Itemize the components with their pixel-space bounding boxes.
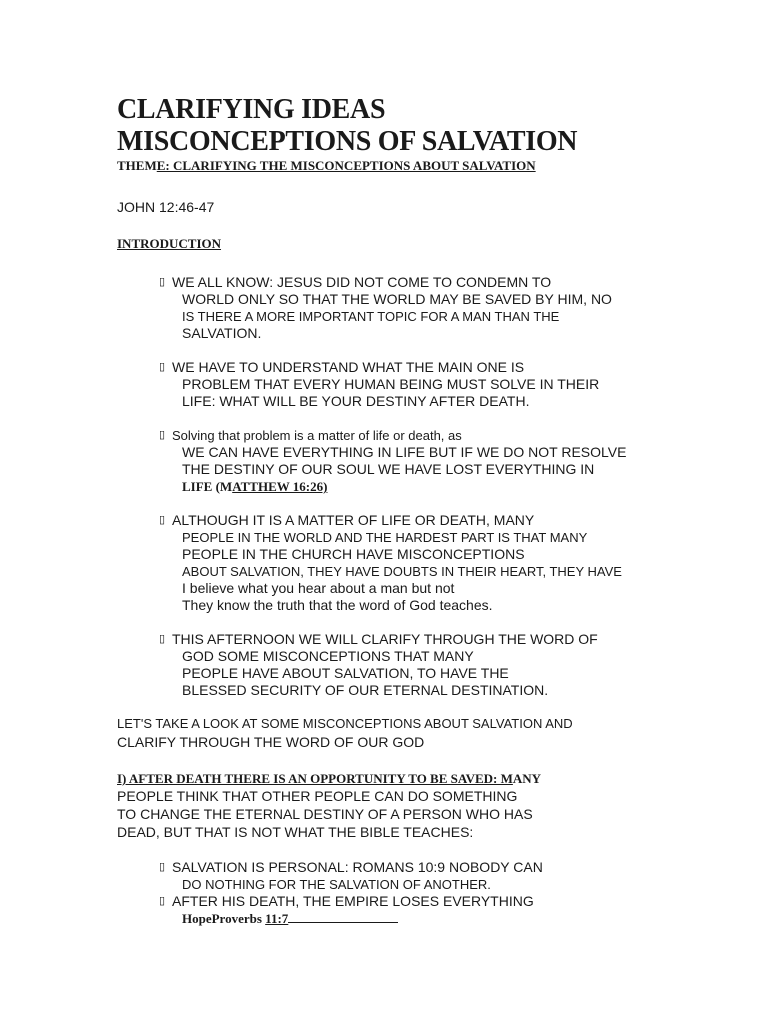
- bullet-text: ABOUT SALVATION, THEY HAVE DOUBTS IN THEIR HEART, THEY HAVE: [182, 564, 622, 579]
- bullet-text: THE DESTINY OF OUR SOUL WE HAVE LOST EVERYTHING IN: [182, 461, 595, 477]
- section-heading: [117, 771, 737, 787]
- document-page: [117, 94, 737, 927]
- bullet-text: SALVATION IS PERSONAL: ROMANS 10:9 NOBODY CAN: [172, 859, 543, 875]
- scripture-reference-part: 11:7: [265, 911, 289, 926]
- bullet-text: WE HAVE TO UNDERSTAND WHAT THE MAIN ONE IS: [172, 359, 525, 375]
- title-line-1: CLARIFYING IDEAS: [117, 94, 386, 125]
- scripture-reference-part: LIFE (M: [182, 479, 233, 494]
- bullet-text: ALTHOUGH IT IS A MATTER OF LIFE OR DEATH, MANY: [172, 512, 535, 528]
- bullet-text: THIS AFTERNOON WE WILL CLARIFY THROUGH THE WORD OF: [172, 631, 598, 647]
- bullet-text: GOD SOME MISCONCEPTIONS THAT MANY: [182, 648, 474, 664]
- bullet-text: Solving that problem is a matter of life or death, as: [172, 428, 462, 443]
- bullet-text: PEOPLE IN THE WORLD AND THE HARDEST PART IS THAT MANY: [182, 530, 588, 545]
- paragraph-line: DEAD, BUT THAT IS NOT WHAT THE BIBLE TEACHES:: [117, 824, 474, 840]
- scripture-reference: [159, 478, 737, 495]
- bullet-box-icon: ▯: [159, 633, 166, 645]
- bullet-text: AFTER HIS DEATH, THE EMPIRE LOSES EVERYTHING: [172, 893, 534, 909]
- paragraph-line: PEOPLE THINK THAT OTHER PEOPLE CAN DO SOMETHING: [117, 788, 518, 804]
- verse-reference: JOHN 12:46-47: [117, 199, 215, 215]
- bullet-item: [159, 427, 737, 495]
- title-line-2: MISCONCEPTIONS OF SALVATION: [117, 126, 578, 157]
- bullet-item: [159, 512, 737, 614]
- bullet-box-icon: ▯: [159, 861, 166, 873]
- bullet-text: LIFE: WHAT WILL BE YOUR DESTINY AFTER DEATH.: [182, 393, 530, 409]
- bullet-box-icon: ▯: [159, 276, 166, 288]
- scripture-reference-part: HopeProverbs: [182, 911, 266, 926]
- paragraph-line: LET'S TAKE A LOOK AT SOME MISCONCEPTIONS ABOUT SALVATION AND: [117, 716, 573, 731]
- bullet-text: IS THERE A MORE IMPORTANT TOPIC FOR A MAN THAN THE: [182, 309, 560, 324]
- bullet-text: SALVATION.: [182, 325, 262, 341]
- section-heading-part: I) AFTER DEATH THERE IS AN OPPORTUNITY TO BE SAVED: M: [117, 771, 513, 786]
- theme-line: [117, 158, 737, 174]
- scripture-reference: [159, 910, 737, 927]
- section-heading-part: ANY: [512, 771, 542, 786]
- bullet-item: [159, 893, 737, 927]
- bullet-box-icon: ▯: [159, 514, 166, 526]
- bullet-text: DO NOTHING FOR THE SALVATION OF ANOTHER.: [182, 877, 491, 892]
- bullet-item: [159, 859, 737, 893]
- bullet-text: WORLD ONLY SO THAT THE WORLD MAY BE SAVED BY HIM, NO: [182, 291, 612, 307]
- bullet-text: WE CAN HAVE EVERYTHING IN LIFE BUT IF WE DO NOT RESOLVE: [182, 444, 627, 460]
- paragraph-line: CLARIFY THROUGH THE WORD OF OUR GOD: [117, 734, 425, 750]
- scripture-reference-part: ATTHEW 16:26): [232, 479, 328, 494]
- bullet-item: [159, 359, 737, 410]
- paragraph-line: TO CHANGE THE ETERNAL DESTINY OF A PERSON WHO HAS: [117, 806, 533, 822]
- theme-text: E: CLARIFYING THE MISCONCEPTIONS ABOUT SALVATION: [156, 158, 536, 173]
- bullet-text: I believe what you hear about a man but not: [182, 580, 455, 596]
- bullet-box-icon: ▯: [159, 361, 166, 373]
- bullet-text: PEOPLE IN THE CHURCH HAVE MISCONCEPTIONS: [182, 546, 525, 562]
- bullet-text: BLESSED SECURITY OF OUR ETERNAL DESTINATION.: [182, 682, 549, 698]
- theme-prefix: THEM: [117, 158, 157, 173]
- bullet-text: They know the truth that the word of God teaches.: [182, 597, 493, 613]
- bullet-text: WE ALL KNOW: JESUS DID NOT COME TO CONDEMN TO: [172, 274, 552, 290]
- bullet-text: PEOPLE HAVE ABOUT SALVATION, TO HAVE THE: [182, 665, 509, 681]
- bullet-item: [159, 274, 737, 342]
- fill-in-blank-line: [288, 911, 398, 923]
- bullet-box-icon: ▯: [159, 895, 166, 907]
- bullet-box-icon: ▯: [159, 429, 166, 441]
- bullet-text: PROBLEM THAT EVERY HUMAN BEING MUST SOLVE IN THEIR: [182, 376, 600, 392]
- bullet-item: [159, 631, 737, 699]
- introduction-heading: INTRODUCTION: [117, 236, 222, 251]
